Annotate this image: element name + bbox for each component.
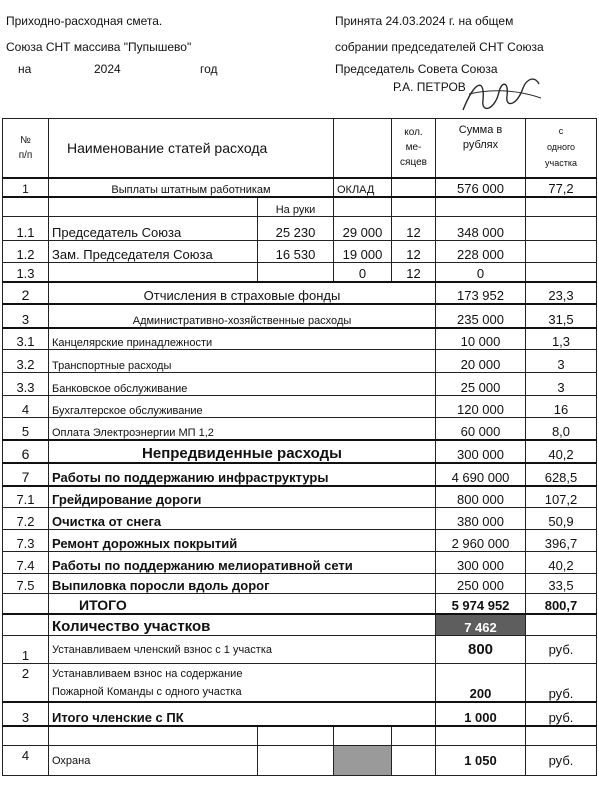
plots-count: 7 462 xyxy=(436,614,526,636)
col-months-header: кол. ме- сяцев xyxy=(392,119,436,178)
table-row: 6 Непредвиденные расходы 300 000 40,2 xyxy=(3,440,597,463)
table-row: На руки xyxy=(3,197,597,217)
fee-row: 4 Охрана 1 050 руб. xyxy=(3,746,597,776)
col-name-header: Наименование статей расхода xyxy=(49,119,334,178)
table-row: 7.5 Выпиловка поросли вдоль дорог 250 000 33,5 xyxy=(3,574,597,594)
table-row: 1.3 0 12 0 xyxy=(3,263,597,282)
plots-row: Количество участков 7 462 xyxy=(3,614,597,636)
table-header-row xyxy=(3,119,597,178)
approval-line-3: Председатель Совета Союза xyxy=(335,62,498,76)
col-num-header: № п/п xyxy=(3,119,49,178)
table-row: 7.1 Грейдирование дороги 800 000 107,2 xyxy=(3,486,597,508)
doc-year-prefix: на xyxy=(18,62,32,76)
budget-table xyxy=(2,118,597,776)
col-sum-header: Сумма в рублях xyxy=(436,119,526,178)
doc-subtitle: Союза СНТ массива "Пупышево" xyxy=(6,40,192,54)
approval-line-2: собрании председателей СНТ Союза xyxy=(335,40,544,54)
approval-line-1: Принята 24.03.2024 г. на общем xyxy=(335,14,514,28)
table-row: 7.3 Ремонт дорожных покрытий 2 960 000 396,7 xyxy=(3,530,597,552)
table-row: 7.4 Работы по поддержанию мелиоративной сети 300 000 40,2 xyxy=(3,552,597,574)
table-row: 5 Оплата Электроэнергии МП 1,2 60 000 8,0 xyxy=(3,418,597,440)
table-row: 3.2 Транспортные расходы 20 000 3 xyxy=(3,350,597,373)
table-row: 1.1 Председатель Союза 25 230 29 000 12 348 000 xyxy=(3,217,597,241)
doc-year: 2024 xyxy=(94,62,121,76)
col-empty-header xyxy=(334,119,392,178)
table-row: 1.2 Зам. Председателя Союза 16 530 19 000 12 228 000 xyxy=(3,241,597,263)
table-row: 7.2 Очистка от снега 380 000 50,9 xyxy=(3,508,597,530)
table-row: 7 Работы по поддержанию инфраструктуры 4 690 000 628,5 xyxy=(3,463,597,486)
doc-year-suffix: год xyxy=(200,62,218,76)
fee-row: 1 Устанавливаем членский взнос с 1 участка 800 руб. xyxy=(3,636,597,664)
table-row: 4 Бухгалтерское обслуживание 120 000 16 xyxy=(3,396,597,418)
doc-title: Приходно-расходная смета. xyxy=(6,14,163,28)
fee-row: 2 Устанавливаем взнос на содержание Пожарной Команды с одного участка 200 руб. xyxy=(3,664,597,702)
chairman-name: Р.А. ПЕТРОВ xyxy=(393,80,466,94)
table-row: 3.1 Канцелярские принадлежности 10 000 1,3 xyxy=(3,328,597,350)
total-row: ИТОГО 5 974 952 800,7 xyxy=(3,594,597,614)
col-per-header: с одного участка xyxy=(526,119,597,178)
signature-icon xyxy=(455,70,545,118)
table-row: 3.3 Банковское обслуживание 25 000 3 xyxy=(3,373,597,396)
table-row: 2 Отчисления в страховые фонды 173 952 23,3 xyxy=(3,282,597,304)
table-row: 3 Административно-хозяйственные расходы 235 000 31,5 xyxy=(3,304,597,328)
table-row xyxy=(3,726,597,746)
fee-row: 3 Итого членские с ПК 1 000 руб. xyxy=(3,702,597,726)
table-row: 1 Выплаты штатным работникам ОКЛАД 576 000 77,2 xyxy=(3,178,597,197)
